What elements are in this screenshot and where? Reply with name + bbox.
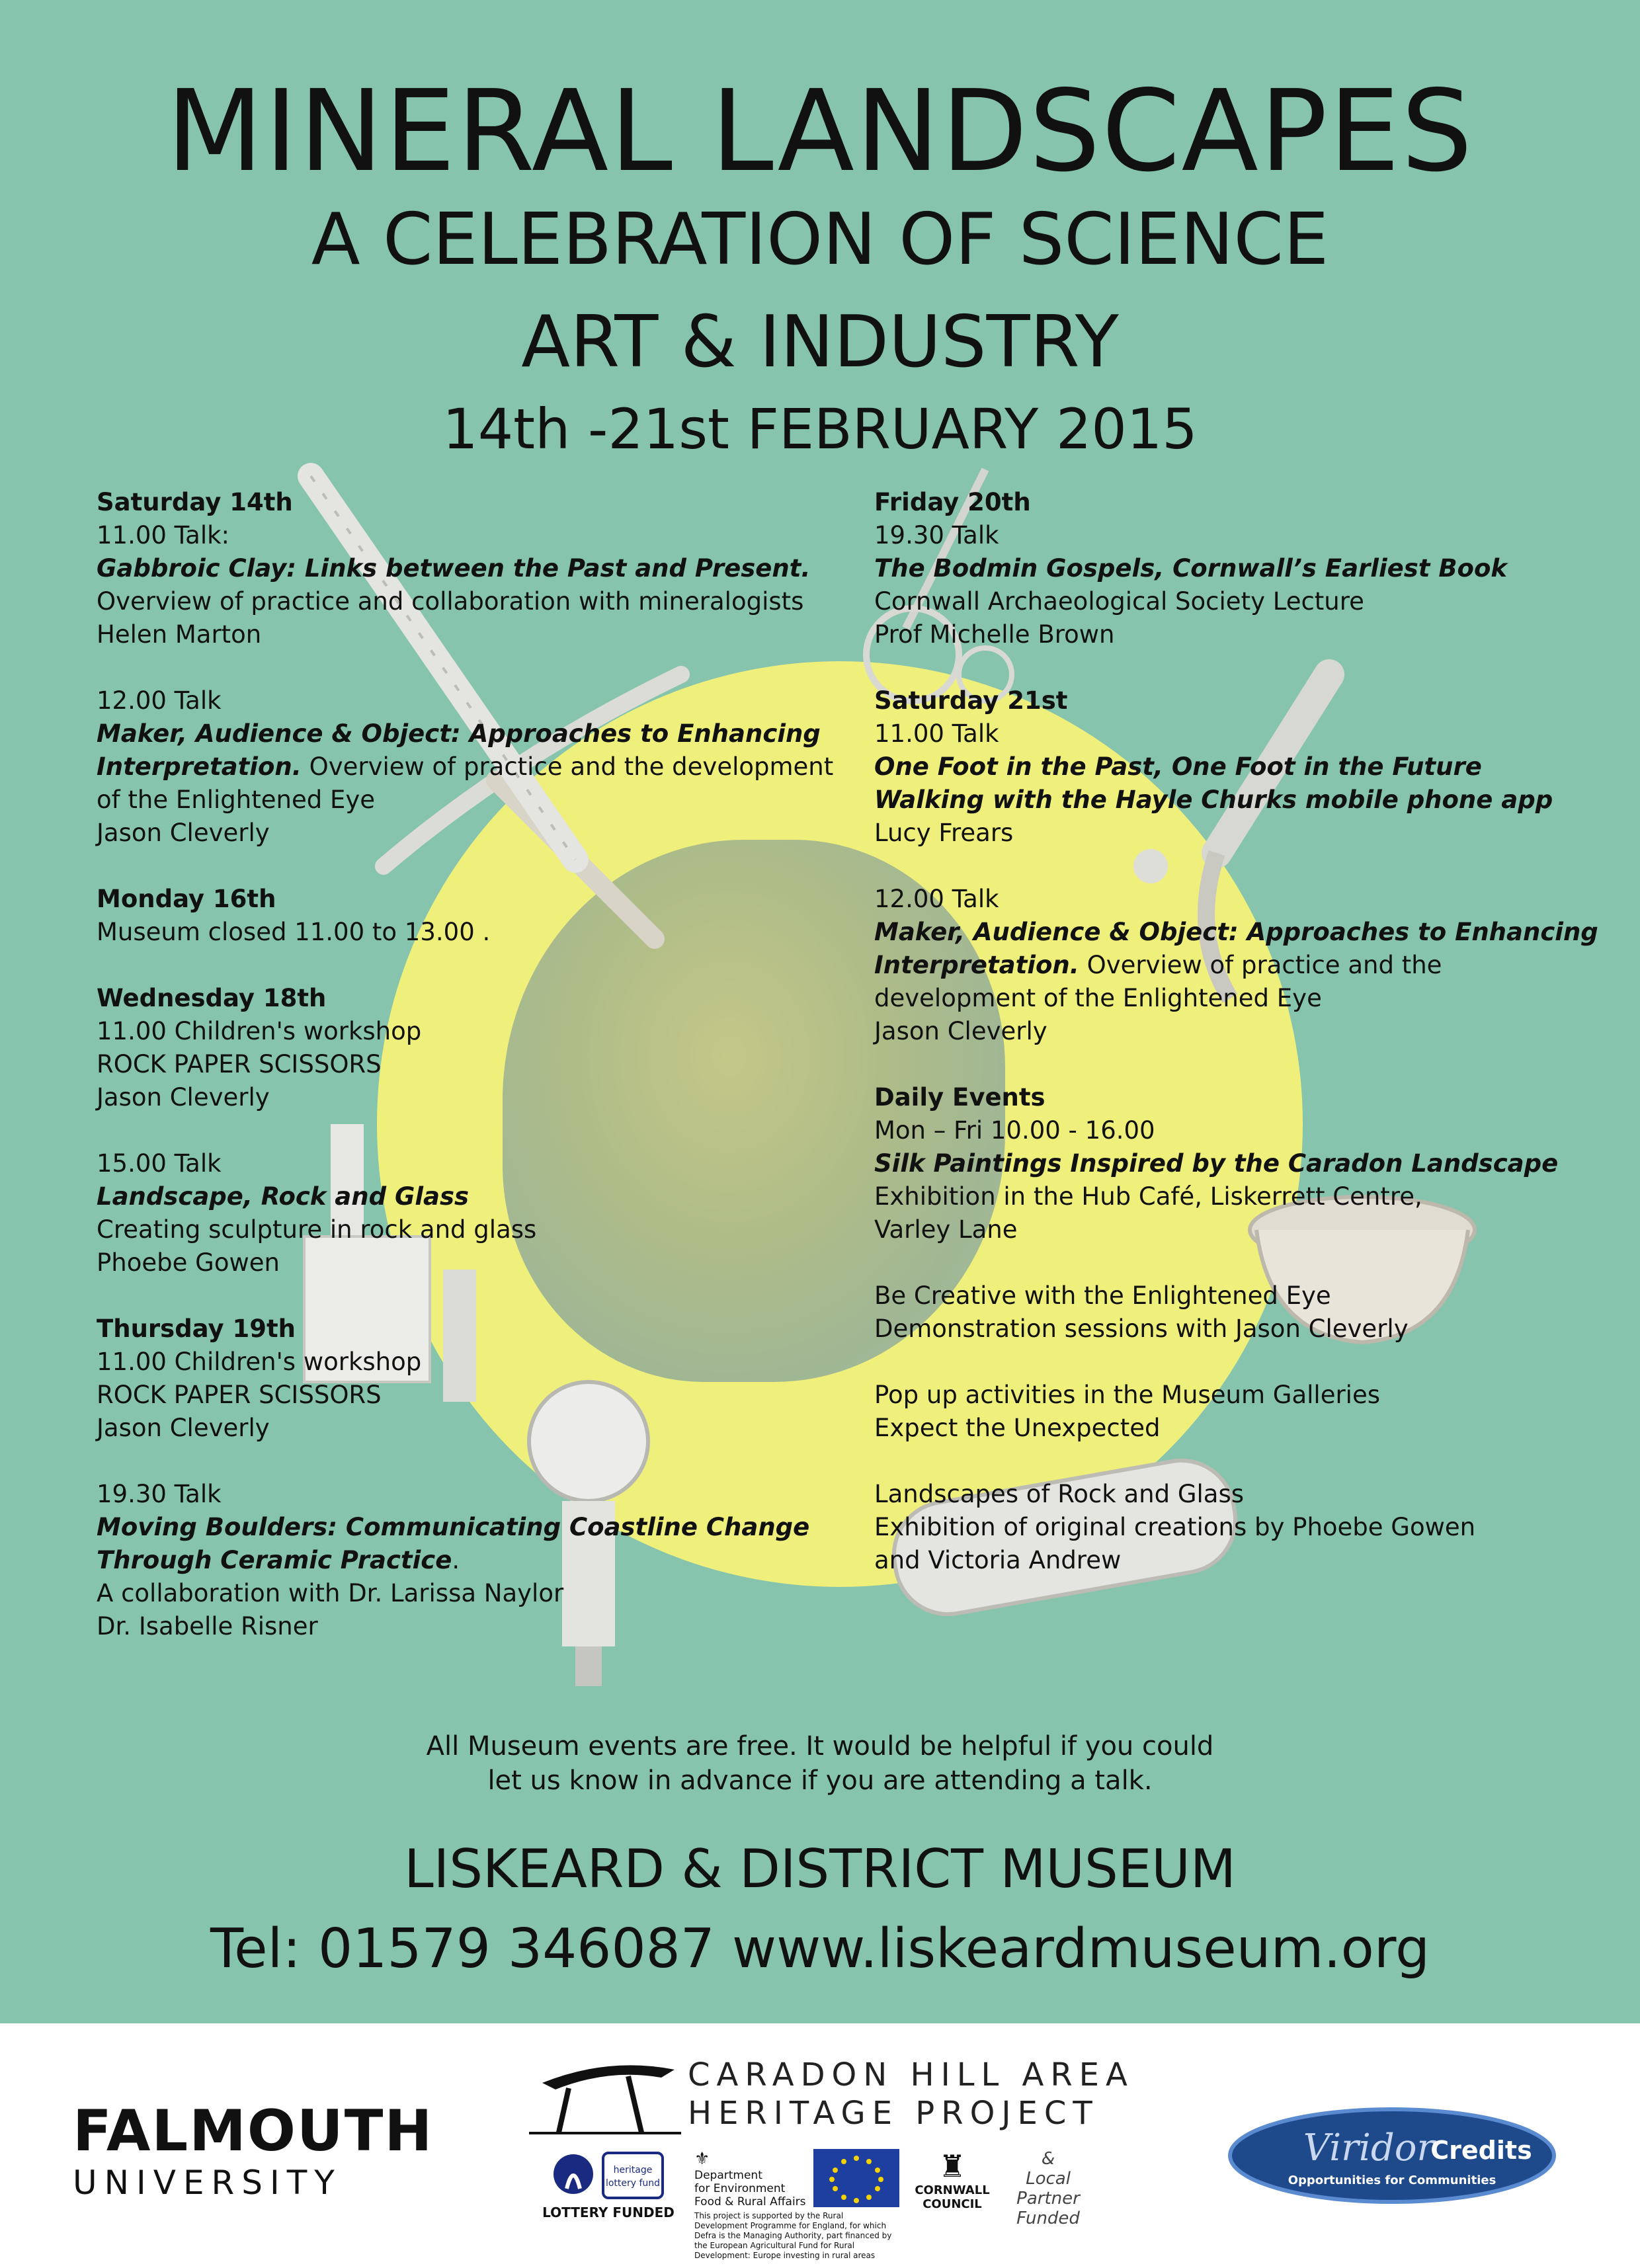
event-title: Pop up activities in the Museum Galleries <box>874 1381 1380 1409</box>
event-title: Silk Paintings Inspired by the Caradon Landscape <box>874 1149 1559 1178</box>
event-title: Landscape, Rock and Glass <box>97 1182 470 1211</box>
event-dates: 14th -21st FEBRUARY 2015 <box>442 397 1198 462</box>
page-title: MINERAL LANDSCAPES <box>166 66 1474 197</box>
event-time: 19.30 Talk <box>97 1480 222 1508</box>
event-description: A collaboration with Dr. Larissa Naylor <box>97 1579 564 1607</box>
dolmen-icon <box>529 2056 681 2136</box>
lottery-funded-label: LOTTERY FUNDED <box>542 2205 675 2220</box>
museum-name: LISKEARD & DISTRICT MUSEUM <box>404 1838 1236 1900</box>
event-speaker: Prof Michelle Brown <box>874 620 1115 649</box>
lottery-logo <box>529 2149 688 2220</box>
event-description: Cornwall Archaeological Society Lecture <box>874 587 1364 616</box>
museum-contact: Tel: 01579 346087 www.liskeardmuseum.org <box>210 1918 1430 1980</box>
event-description: Varley Lane <box>874 1215 1018 1244</box>
defra-name-line-3: Food & Rural Affairs <box>694 2195 806 2208</box>
free-events-notice-line-2: let us know in advance if you are attending a talk. <box>487 1765 1153 1796</box>
event-title: ROCK PAPER SCISSORS <box>97 1050 382 1078</box>
event-title: One Foot in the Past, One Foot in the Future <box>874 752 1482 781</box>
event-description: Expect the Unexpected <box>874 1414 1161 1442</box>
crest-icon: ⚜ <box>694 2149 710 2169</box>
left-schedule-column <box>97 486 844 1676</box>
event-title: Gabbroic Clay: Links between the Past and Present. <box>97 554 811 583</box>
event-title: Walking with the Hayle Churks mobile phone app <box>874 786 1553 814</box>
caradon-title-line-1: CARADON HILL AREA <box>688 2056 1134 2093</box>
cornwall-crest-icon: ♜ <box>938 2148 966 2184</box>
lottery-crossed-fingers-icon <box>550 2149 596 2202</box>
caradon-title-line-2: HERITAGE PROJECT <box>688 2095 1099 2132</box>
falmouth-name: FALMOUTH <box>73 2098 434 2164</box>
event-title-with-description <box>874 916 1602 1015</box>
right-schedule-column <box>874 486 1602 1610</box>
event-title: Moving Boulders: Communicating Coastline Change Through Ceramic Practice <box>97 1513 810 1574</box>
local-line-1: & <box>1041 2149 1055 2169</box>
event-time: 15.00 Talk <box>97 1149 222 1178</box>
event-description: and Victoria Andrew <box>874 1546 1122 1574</box>
defra-name-line-1: Department <box>694 2169 762 2182</box>
hlf-label-1: heritage <box>613 2165 652 2175</box>
day-heading: Monday 16th <box>97 885 276 913</box>
day-heading: Saturday 21st <box>874 686 1068 715</box>
event-title: Landscapes of Rock and Glass <box>874 1480 1244 1508</box>
day-heading: Thursday 19th <box>97 1315 296 1343</box>
free-events-notice-line-1: All Museum events are free. It would be helpful if you could <box>426 1731 1214 1762</box>
monday-16-block <box>97 883 844 949</box>
sponsor-footer <box>0 2023 1640 2265</box>
viridor-credits: Credits <box>1430 2136 1532 2165</box>
falmouth-subtitle: UNIVERSITY <box>73 2164 342 2202</box>
event-time: 11.00 Talk: <box>97 521 230 549</box>
event-description: Creating sculpture in rock and glass <box>97 1215 537 1244</box>
hlf-label-2: lottery fund <box>605 2178 660 2189</box>
defra-name-line-2: for Environment <box>694 2182 786 2195</box>
local-line-3: Partner <box>1016 2189 1080 2208</box>
eu-flag-icon <box>813 2149 899 2207</box>
event-time: 11.00 Children's workshop <box>97 1017 422 1045</box>
thursday-19-block <box>97 1313 844 1643</box>
viridor-name: Viridor <box>1303 2126 1435 2169</box>
event-title-line <box>97 1511 844 1577</box>
friday-20-block <box>874 486 1602 651</box>
saturday-21-block <box>874 684 1602 1048</box>
event-title: Be Creative with the Enlightened Eye <box>874 1281 1331 1310</box>
wednesday-18-block <box>97 982 844 1279</box>
daily-hours: Mon – Fri 10.00 - 16.00 <box>874 1116 1155 1145</box>
subtitle-line-1: A CELEBRATION OF SCIENCE <box>311 198 1329 281</box>
event-description: Museum closed 11.00 to 13.00 . <box>97 918 491 946</box>
event-description: Overview of practice and the development of the Enlightened Eye <box>874 951 1442 1012</box>
event-title: Maker, Audience & Object: Approaches to Enhancing Interpretation. <box>97 719 821 781</box>
event-description: Demonstration sessions with Jason Cleverly <box>874 1315 1409 1343</box>
event-speaker: Helen Marton <box>97 620 262 649</box>
caradon-hill-logo-group <box>529 2056 1134 2268</box>
event-title: The Bodmin Gospels, Cornwall’s Earliest Book <box>874 554 1507 583</box>
event-title: ROCK PAPER SCISSORS <box>97 1381 382 1409</box>
event-description: Overview of practice and the development of the Enlightened Eye <box>97 752 834 814</box>
event-time: 12.00 Talk <box>97 686 222 715</box>
event-speaker: Dr. Isabelle Risner <box>97 1612 318 1640</box>
subtitle-line-2: ART & INDUSTRY <box>521 301 1119 384</box>
event-time: 19.30 Talk <box>874 521 999 549</box>
local-partner-note <box>1002 2149 1094 2228</box>
cornwall-label-2: COUNCIL <box>922 2197 982 2211</box>
event-speaker: Jason Cleverly <box>97 1414 270 1442</box>
local-line-2: Local <box>1026 2169 1071 2189</box>
daily-events-block <box>874 1081 1602 1577</box>
viridor-tagline: Opportunities for Communities <box>1288 2173 1496 2187</box>
event-time: 12.00 Talk <box>874 885 999 913</box>
cornwall-council-logo <box>913 2149 992 2211</box>
day-heading: Saturday 14th <box>97 488 293 516</box>
event-title-with-description <box>97 717 844 817</box>
event-title-end: . <box>452 1546 460 1574</box>
event-speaker: Jason Cleverly <box>874 1017 1047 1045</box>
falmouth-university-logo <box>73 2099 433 2203</box>
event-speaker: Jason Cleverly <box>97 819 270 847</box>
event-description: Overview of practice and collaboration with mineralogists <box>97 587 804 616</box>
day-heading: Wednesday 18th <box>97 984 327 1012</box>
viridor-credits-logo <box>1227 2106 1557 2205</box>
saturday-14-block <box>97 486 844 850</box>
local-line-4: Funded <box>1016 2208 1080 2228</box>
event-title: Maker, Audience & Object: Approaches to Enhancing Interpretation. <box>874 918 1598 979</box>
event-speaker: Phoebe Gowen <box>97 1248 280 1277</box>
cornwall-label-1: CORNWALL <box>915 2183 990 2197</box>
event-time: 11.00 Children's workshop <box>97 1348 422 1376</box>
event-speaker: Jason Cleverly <box>97 1083 270 1112</box>
event-description: Exhibition in the Hub Café, Liskerrett Centre, <box>874 1182 1422 1211</box>
event-time: 11.00 Talk <box>874 719 999 748</box>
day-heading: Daily Events <box>874 1083 1046 1112</box>
event-speaker: Lucy Frears <box>874 819 1014 847</box>
defra-note: This project is supported by the Rural Development Programme for England, for which Defra is the Managing Authority, part financed by the European Agricultural Fund for Rural Development: Europe investing in rural areas <box>694 2211 892 2260</box>
day-heading: Friday 20th <box>874 488 1031 516</box>
event-description: Exhibition of original creations by Phoebe Gowen <box>874 1513 1476 1541</box>
heritage-lottery-fund-icon <box>600 2149 667 2202</box>
